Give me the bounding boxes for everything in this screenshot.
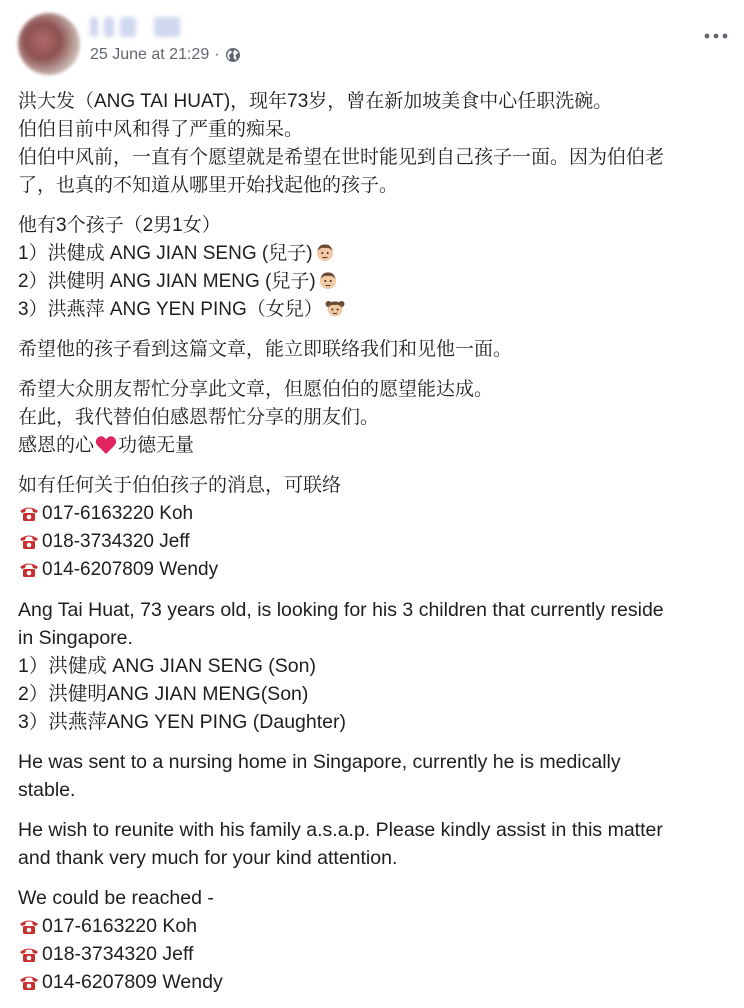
thanks-text: 功德无量 [118,435,195,456]
telephone-icon [18,973,40,991]
post-body [18,88,728,1008]
telephone-icon [18,945,40,963]
text-line: and thank very much for your kind attention. [18,847,398,869]
telephone-icon [18,504,40,522]
zh-children-paragraph [18,212,728,324]
contact-item [18,912,728,940]
globe-icon[interactable] [225,47,241,63]
meta-separator: · [214,46,220,63]
child-item: 1）洪健成 ANG JIAN SENG (Son) [18,655,316,677]
text-line: 了，也真的不知道从哪里开始找起他的孩子。 [18,175,399,196]
child-item [18,268,728,296]
text-line: 洪大发（ANG TAI HUAT)，现年73岁，曾在新加坡美食中心任职洗碗。 [18,91,613,112]
contact-text: 017-6163220 Koh [42,503,194,524]
post-header [18,13,728,73]
text-line: He wish to reunite with his family a.s.a.p. Please kindly assist in this matter [18,819,663,841]
telephone-icon [18,917,40,935]
children-heading: 他有3个孩子（2男1女） [18,215,221,236]
telephone-icon [18,532,40,550]
zh-intro-paragraph [18,88,728,200]
zh-share-paragraph [18,376,728,460]
ellipsis-icon [704,33,728,39]
en-contact-paragraph [18,884,728,996]
text-line: He was sent to a nursing home in Singapore, currently he is medically [18,751,621,773]
text-line: 在此，我代替伯伯感恩帮忙分享的朋友们。 [18,407,380,428]
contact-item [18,940,728,968]
en-nursing-paragraph [18,748,728,804]
child-item: 2）洪健明ANG JIAN MENG(Son) [18,683,309,705]
contact-item [18,528,728,556]
text-line: 希望大众朋友帮忙分享此文章，但愿伯伯的愿望能达成。 [18,379,494,400]
en-wish-paragraph [18,816,728,872]
child-text: 1）洪健成 ANG JIAN SENG (兒子) [18,243,313,264]
post-timestamp[interactable]: 25 June at 21:29 [90,46,210,63]
avatar[interactable] [18,13,80,75]
boy-face-icon [315,242,335,262]
text-line: stable. [18,779,76,801]
contact-heading: 如有任何关于伯伯孩子的消息，可联络 [18,475,342,496]
contact-heading: We could be reached - [18,887,214,909]
contact-text: 014-6207809 Wendy [42,559,219,580]
child-item [18,240,728,268]
zh-hope-paragraph [18,336,728,364]
author-name-redacted[interactable] [90,17,190,39]
contact-text: 014-6207809 Wendy [42,971,223,993]
heart-icon [95,435,117,455]
contact-item [18,968,728,996]
more-options-button[interactable] [704,27,728,39]
text-line: 伯伯目前中风和得了严重的痴呆。 [18,119,304,140]
boy-face-icon [318,270,338,290]
child-text: 2）洪健明 ANG JIAN MENG (兒子) [18,271,316,292]
contact-text: 017-6163220 Koh [42,915,198,937]
text-line: 希望他的孩子看到这篇文章，能立即联络我们和见他一面。 [18,339,513,360]
contact-text: 018-3734320 Jeff [42,531,190,552]
contact-item [18,500,728,528]
child-item [18,296,728,324]
text-line: in Singapore. [18,627,133,649]
zh-contact-paragraph [18,472,728,584]
girl-face-icon [325,298,345,318]
child-text: 3）洪燕萍 ANG YEN PING（女兒） [18,299,323,320]
text-line: 伯伯中风前，一直有个愿望就是希望在世时能见到自己孩子一面。因为伯伯老 [18,147,665,168]
post-meta [90,46,241,64]
telephone-icon [18,560,40,578]
text-line: Ang Tai Huat, 73 years old, is looking for his 3 children that currently reside [18,599,664,621]
thanks-text: 感恩的心 [18,435,95,456]
en-intro-paragraph [18,596,728,736]
thanks-line [18,432,728,460]
contact-text: 018-3734320 Jeff [42,943,194,965]
contact-item [18,556,728,584]
child-item: 3）洪燕萍ANG YEN PING (Daughter) [18,711,346,733]
